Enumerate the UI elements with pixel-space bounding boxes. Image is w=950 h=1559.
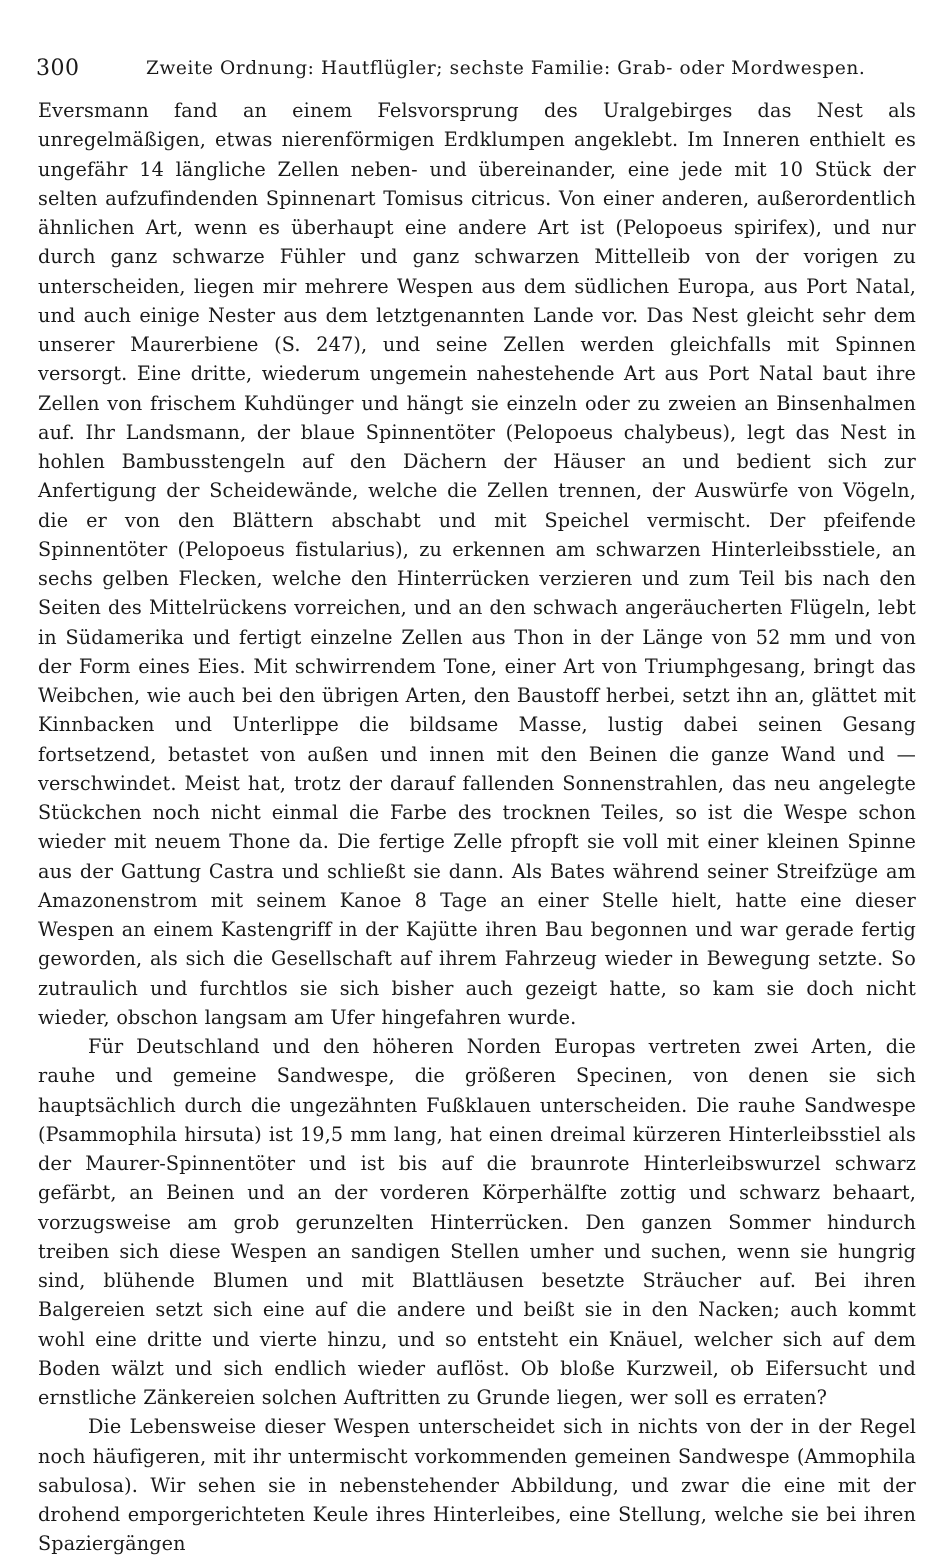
body-text — [38, 96, 916, 1559]
page-header — [36, 54, 916, 84]
running-title: Zweite Ordnung: Hautflügler; sechste Familie: Grab- oder Mordwespen. — [146, 58, 866, 79]
paragraph: Eversmann fand an einem Felsvorsprung des Uralgebirges das Nest als unregelmäßigen, etwas nierenförmigen Erdklumpen angeklebt. Im Inneren enthielt es ungefähr 14 längliche Zellen neben- und übereinander, eine jede mit 10 Stück der selten aufzufindenden Spinnenart Tomisus citricus. Von einer anderen, außerordentlich ähnlichen Art, wenn es überhaupt eine andere Art ist (Pelopoeus spirifex), und nur durch ganz schwarze Fühler und ganz schwarzen Mittelleib von der vorigen zu unterscheiden, liegen mir mehrere Wespen aus dem südlichen Europa, aus Port Natal, und auch einige Nester aus dem letztgenannten Lande vor. Das Nest gleicht sehr dem unserer Maurerbiene (S. 247), und seine Zellen werden gleichfalls mit Spinnen versorgt. Eine dritte, wiederum ungemein nahestehende Art aus Port Natal baut ihre Zellen von frischem Kuhdünger und hängt sie einzeln oder zu zweien an Binsenhalmen auf. Ihr Landsmann, der blaue Spinnentöter (Pelopoeus chalybeus), legt das Nest in hohlen Bambusstengeln auf den Dächern der Häuser an und bedient sich zur Anfertigung der Scheidewände, welche die Zellen trennen, der Auswürfe von Vögeln, die er von den Blättern abschabt und mit Speichel vermischt. Der pfeifende Spinnentöter (Pelopoeus fistularius), zu erkennen am schwarzen Hinterleibsstiele, an sechs gelben Flecken, welche den Hinterrücken verzieren und zum Teil bis nach den Seiten des Mittelrückens vorreichen, und an den schwach angeräucherten Flügeln, lebt in Südamerika und fertigt einzelne Zellen aus Thon in der Länge von 52 mm und von der Form eines Eies. Mit schwirrendem Tone, einer Art von Triumphgesang, bringt das Weibchen, wie auch bei den übrigen Arten, den Baustoff herbei, setzt ihn an, glättet mit Kinnbacken und Unterlippe die bildsame Masse, lustig dabei seinen Gesang fortsetzend, betastet von außen und innen mit den Beinen die ganze Wand und — verschwindet. Meist hat, trotz der darauf fallenden Sonnenstrahlen, das neu angelegte Stückchen noch nicht einmal die Farbe des trocknen Teiles, so ist die Wespe schon wieder mit neuem Thone da. Die fertige Zelle pfropft sie voll mit einer kleinen Spinne aus der Gattung Castra und schließt sie dann. Als Bates während seiner Streifzüge am Amazonenstrom mit seinem Kanoe 8 Tage an einer Stelle hielt, hatte eine dieser Wespen an einem Kastengriff in der Kajütte ihren Bau begonnen und war gerade fertig geworden, als sich die Gesellschaft auf ihrem Fahrzeug wieder in Bewegung setzte. So zutraulich und furchtlos sie sich bisher auch gezeigt hatte, so kam sie doch nicht wieder, obschon langsam am Ufer hingefahren wurde. — [38, 99, 916, 1029]
paragraph: Die Lebensweise dieser Wespen unterscheidet sich in nichts von der in der Regel noch häufigeren, mit ihr untermischt vorkommenden gemeinen Sandwespe (Ammophila sabulosa). Wir sehen sie in nebenstehender Abbildung, und zwar die eine mit der drohend emporgerichteten Keule ihres Hinterleibes, eine Stellung, welche sie bei ihren Spaziergängen — [38, 1415, 916, 1556]
paragraph: Für Deutschland und den höheren Norden Europas vertreten zwei Arten, die rauhe und gemeine Sandwespe, die größeren Specinen, von denen sie sich hauptsächlich durch die ungezähnten Fußklauen unterscheiden. Die rauhe Sandwespe (Psammophila hirsuta) ist 19,5 mm lang, hat einen dreimal kürzeren Hinterleibsstiel als der Maurer-Spinnentöter und ist bis auf die braunrote Hinterleibswurzel schwarz gefärbt, an Beinen und an der vorderen Körperhälfte zottig und schwarz behaart, vorzugsweise am grob gerunzelten Hinterrücken. Den ganzen Sommer hindurch treiben sich diese Wespen an sandigen Stellen umher und suchen, wenn sie hungrig sind, blühende Blumen und mit Blattläusen besetzte Sträucher auf. Bei ihren Balgereien setzt sich eine auf die andere und beißt sie in den Nacken; auch kommt wohl eine dritte und vierte hinzu, und so entsteht ein Knäuel, welcher sich auf dem Boden wälzt und sich endlich wieder auflöst. Ob bloße Kurzweil, ob Eifersucht und ernstliche Zänkereien solchen Auftritten zu Grunde liegen, wer soll es erraten? — [38, 1035, 916, 1409]
page-number: 300 — [36, 56, 80, 81]
